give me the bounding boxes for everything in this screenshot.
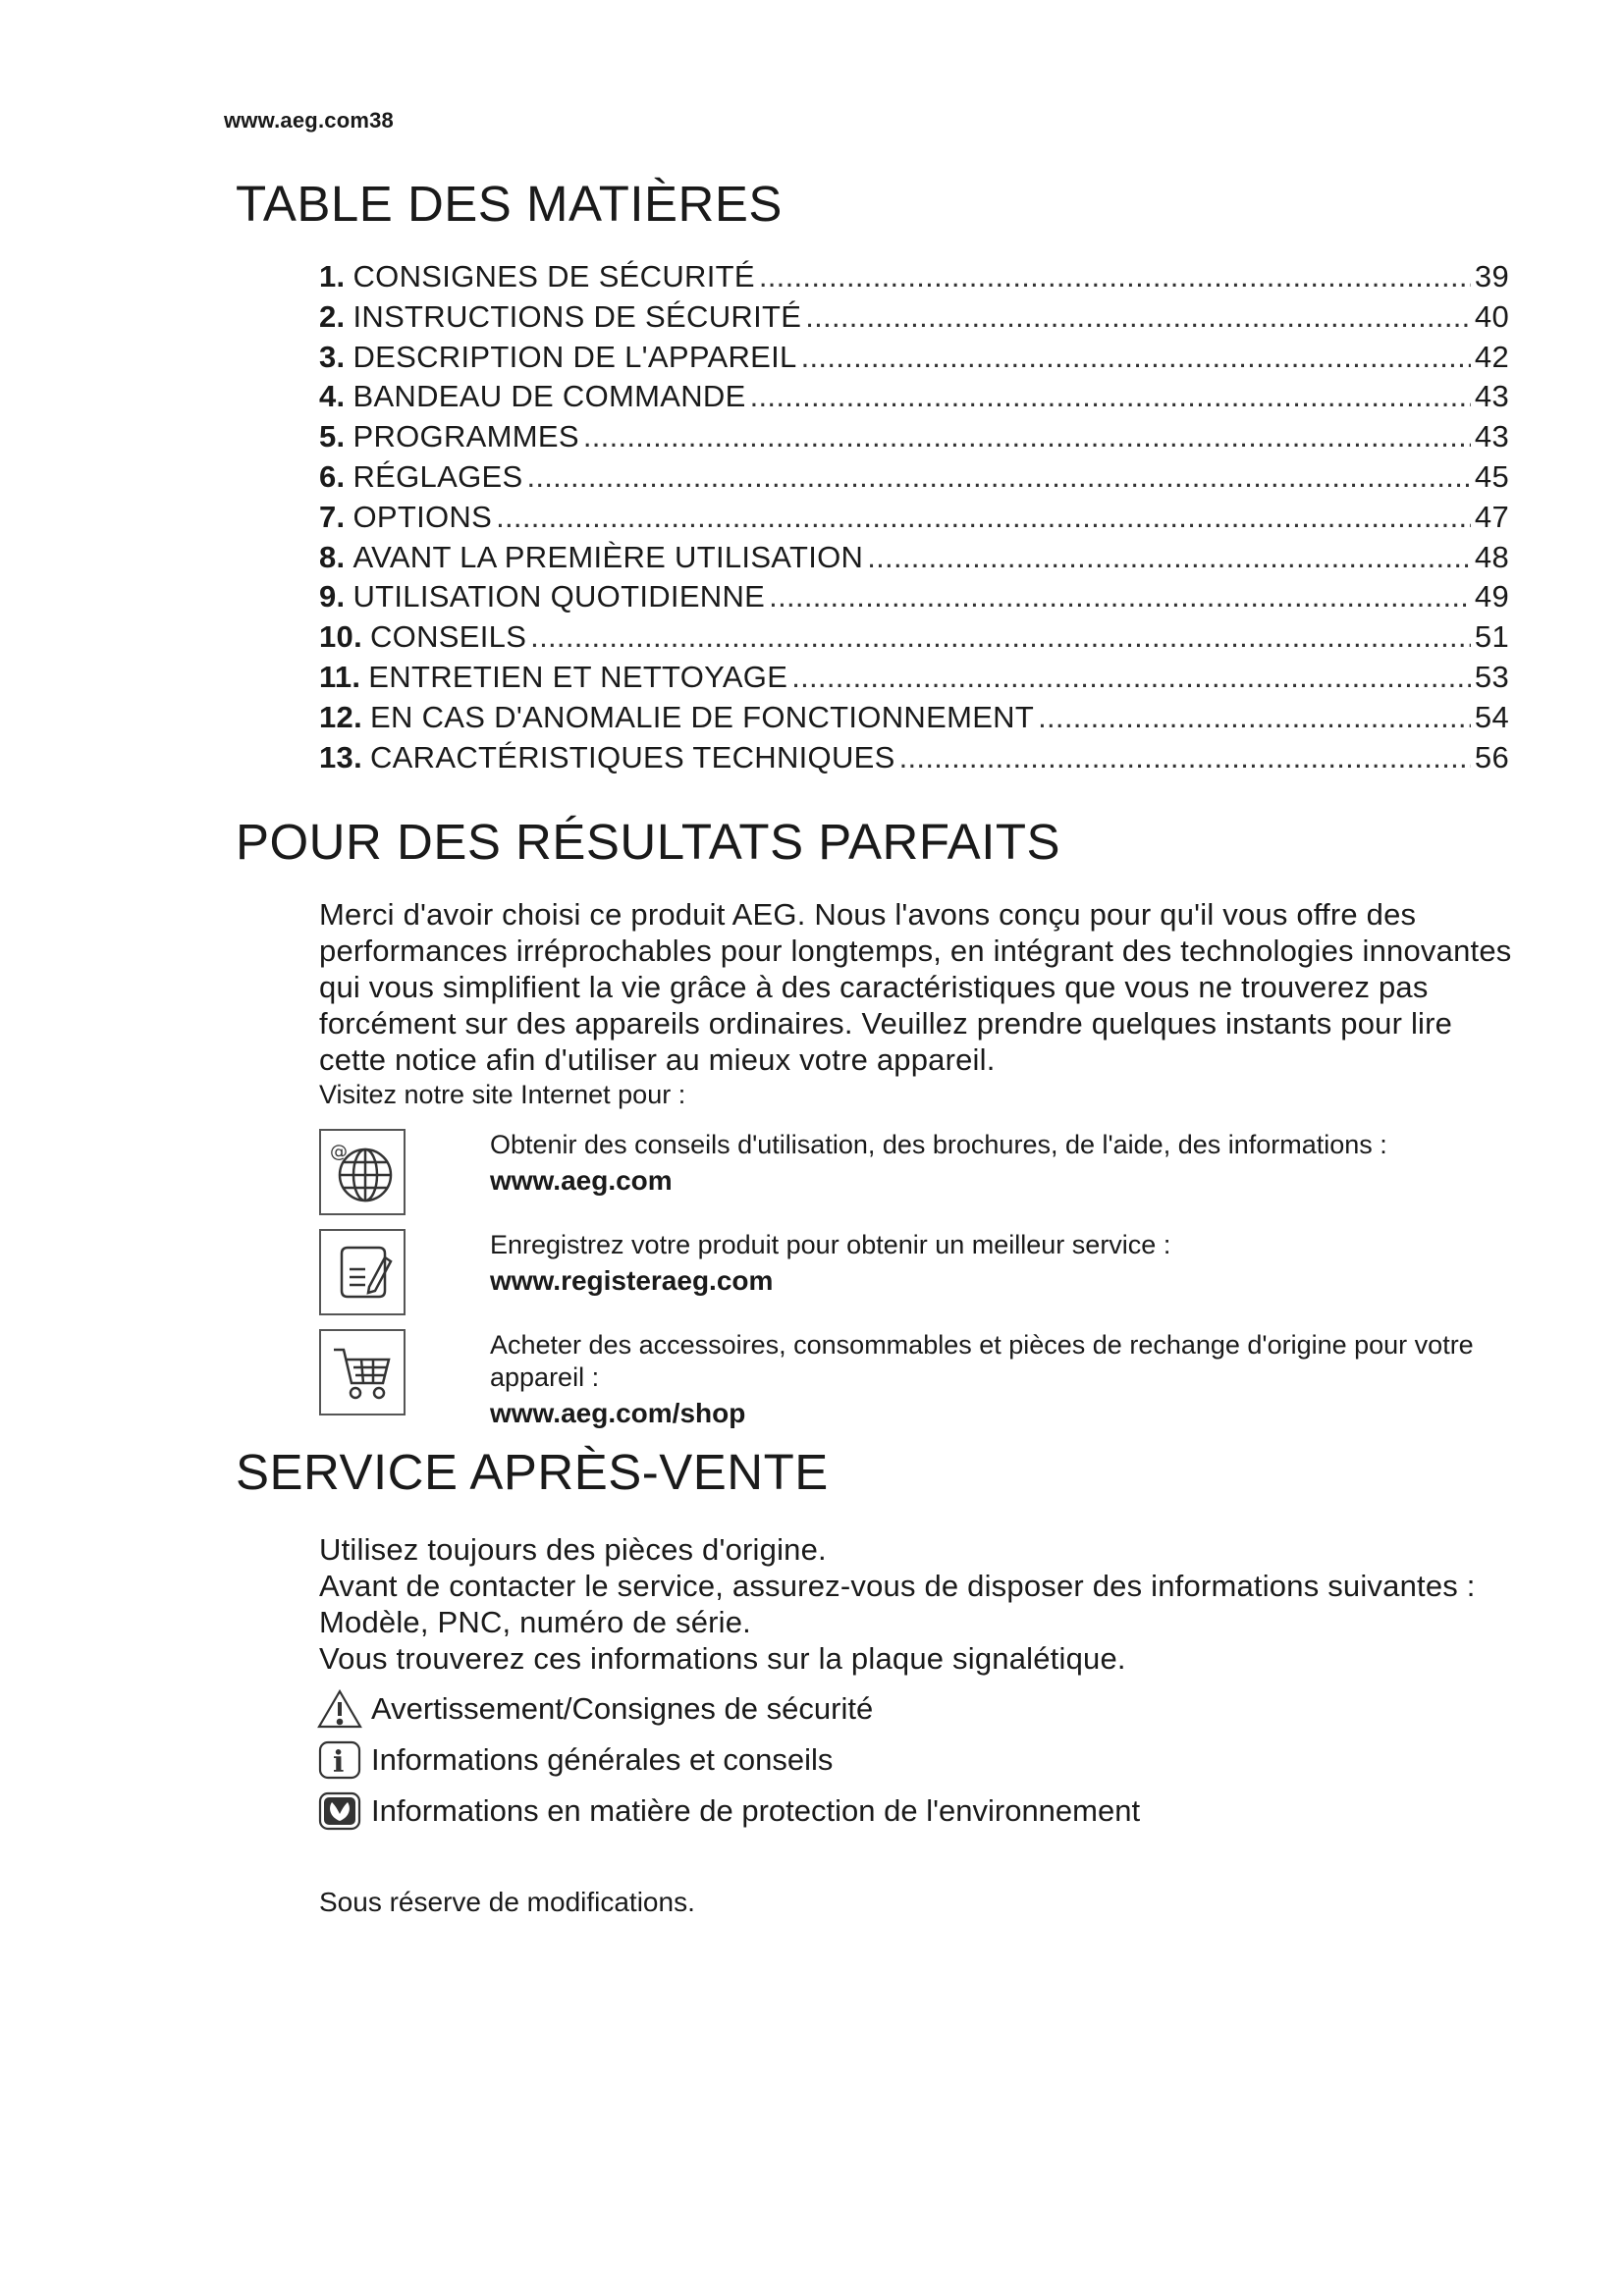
toc-item-8[interactable]: [319, 540, 1509, 580]
register-document-icon: [319, 1229, 406, 1315]
toc-item-1[interactable]: [319, 259, 1509, 299]
svg-text:@: @: [330, 1142, 348, 1162]
toc-leader-dots: [583, 419, 1471, 454]
toc-leader-dots: [769, 579, 1471, 614]
toc-item-label: CARACTÉRISTIQUES TECHNIQUES: [370, 739, 895, 774]
toc-item-page: 42: [1474, 339, 1509, 374]
toc-item-page: 47: [1474, 499, 1509, 534]
toc-leader-dots: [496, 500, 1471, 535]
service-line-2: Avant de contacter le service, assurez-vous de disposer des informations suivantes : Modèle, PNC, numéro de série.: [319, 1569, 1476, 1639]
link-url-shop[interactable]: www.aeg.com/shop: [490, 1398, 746, 1428]
toc-leader-dots: [791, 660, 1471, 695]
toc-item-number: 3.: [319, 339, 346, 374]
toc-item-12[interactable]: [319, 700, 1509, 740]
toc-leader-dots: [1038, 700, 1471, 735]
toc-item-label: RÉGLAGES: [352, 458, 523, 494]
toc-item-label: UTILISATION QUOTIDIENNE: [352, 579, 766, 614]
toc-item-label: PROGRAMMES: [352, 419, 579, 454]
toc-item-page: 39: [1474, 259, 1509, 294]
environment-leaf-icon: [316, 1790, 363, 1832]
link-text-advice: [490, 1129, 1537, 1197]
toc-item-label: EN CAS D'ANOMALIE DE FONCTIONNEMENT: [370, 699, 1035, 734]
results-title: POUR DES RÉSULTATS PARFAITS: [236, 814, 1061, 870]
toc-item-9[interactable]: [319, 579, 1509, 619]
toc-item-label: BANDEAU DE COMMANDE: [352, 379, 746, 414]
visit-website-label: Visitez notre site Internet pour :: [319, 1080, 686, 1109]
toc-item-label: ENTRETIEN ET NETTOYAGE: [368, 659, 788, 694]
toc-item-page: 51: [1474, 619, 1509, 655]
legend-text: Informations générales et conseils: [371, 1742, 834, 1777]
toc-item-number: 9.: [319, 579, 346, 614]
legend-info: [316, 1739, 833, 1781]
toc-item-number: 5.: [319, 419, 346, 454]
header-page-number: 38: [369, 108, 394, 133]
toc-leader-dots: [867, 540, 1471, 575]
toc-leader-dots: [801, 340, 1471, 375]
toc-item-page: 40: [1474, 298, 1509, 334]
toc-leader-dots: [750, 379, 1471, 414]
link-description: Enregistrez votre produit pour obtenir un meilleur service :: [490, 1230, 1171, 1259]
service-text: [319, 1531, 1527, 1677]
toc-item-3[interactable]: [319, 340, 1509, 380]
page-header: [224, 108, 394, 133]
link-url-aeg[interactable]: www.aeg.com: [490, 1165, 673, 1196]
service-line-3: Vous trouverez ces informations sur la plaque signalétique.: [319, 1641, 1126, 1676]
shopping-cart-icon: [319, 1329, 406, 1415]
toc-item-13[interactable]: [319, 740, 1509, 780]
toc-item-2[interactable]: [319, 299, 1509, 340]
toc-item-4[interactable]: [319, 379, 1509, 419]
toc-item-page: 43: [1474, 379, 1509, 414]
toc-item-7[interactable]: [319, 500, 1509, 540]
table-of-contents: [319, 259, 1509, 779]
toc-item-page: 43: [1474, 419, 1509, 454]
toc-item-label: CONSIGNES DE SÉCURITÉ: [352, 259, 755, 294]
service-line-1: Utilisez toujours des pièces d'origine.: [319, 1532, 827, 1567]
service-title: SERVICE APRÈS-VENTE: [236, 1444, 829, 1500]
link-text-register: [490, 1229, 1537, 1297]
results-intro: Merci d'avoir choisi ce produit AEG. Nous l'avons conçu pour qu'il vous offre des performances irréprochables pour longtemps, en intégrant des technologies innovantes qui vous simplifient la vie grâce à des caractéristiques que vous ne trouverez pas forcément sur des appareils ordinaires. Veuillez prendre quelques instants pour lire cette notice afin d'utiliser au mieux votre appareil.: [319, 897, 1512, 1077]
link-text-shop: [490, 1329, 1537, 1429]
toc-item-page: 45: [1474, 458, 1509, 494]
warning-triangle-icon: [316, 1688, 363, 1730]
toc-item-6[interactable]: [319, 459, 1509, 500]
toc-item-number: 6.: [319, 458, 346, 494]
toc-item-page: 54: [1474, 699, 1509, 734]
legend-text: Avertissement/Consignes de sécurité: [371, 1691, 874, 1726]
link-description: Obtenir des conseils d'utilisation, des brochures, de l'aide, des informations :: [490, 1130, 1387, 1159]
toc-item-number: 4.: [319, 379, 346, 414]
legend-text: Informations en matière de protection de l'environnement: [371, 1793, 1141, 1828]
toc-item-label: OPTIONS: [352, 499, 493, 534]
toc-leader-dots: [526, 459, 1470, 495]
toc-item-page: 48: [1474, 539, 1509, 574]
toc-leader-dots: [805, 299, 1471, 335]
toc-item-5[interactable]: [319, 419, 1509, 459]
info-icon: [316, 1739, 363, 1781]
toc-leader-dots: [759, 259, 1471, 294]
toc-item-number: 7.: [319, 499, 346, 534]
link-url-register[interactable]: www.registeraeg.com: [490, 1265, 774, 1296]
header-site: www.aeg.com: [224, 108, 370, 133]
toc-item-number: 2.: [319, 298, 346, 334]
globe-at-icon: [319, 1129, 406, 1215]
toc-item-label: INSTRUCTIONS DE SÉCURITÉ: [352, 298, 802, 334]
toc-item-number: 13.: [319, 739, 362, 774]
toc-item-number: 1.: [319, 259, 346, 294]
toc-leader-dots: [530, 619, 1471, 655]
link-description: Acheter des accessoires, consommables et pièces de rechange d'origine pour votre appareil :: [490, 1330, 1474, 1392]
toc-item-page: 53: [1474, 659, 1509, 694]
toc-item-number: 8.: [319, 539, 346, 574]
svg-text:i: i: [333, 1745, 345, 1780]
toc-item-page: 56: [1474, 739, 1509, 774]
toc-title: TABLE DES MATIÈRES: [236, 176, 783, 232]
toc-item-number: 12.: [319, 699, 362, 734]
toc-item-label: CONSEILS: [370, 619, 527, 655]
toc-item-11[interactable]: [319, 660, 1509, 700]
legend-environment: [316, 1790, 1140, 1832]
toc-item-page: 49: [1474, 579, 1509, 614]
toc-item-number: 10.: [319, 619, 362, 655]
toc-item-10[interactable]: [319, 619, 1509, 660]
toc-leader-dots: [899, 740, 1471, 775]
toc-item-label: DESCRIPTION DE L'APPAREIL: [352, 339, 797, 374]
footer-note: Sous réserve de modifications.: [319, 1887, 695, 1917]
legend-warning: [316, 1688, 873, 1730]
toc-item-label: AVANT LA PREMIÈRE UTILISATION: [352, 539, 864, 574]
toc-item-number: 11.: [319, 659, 361, 694]
